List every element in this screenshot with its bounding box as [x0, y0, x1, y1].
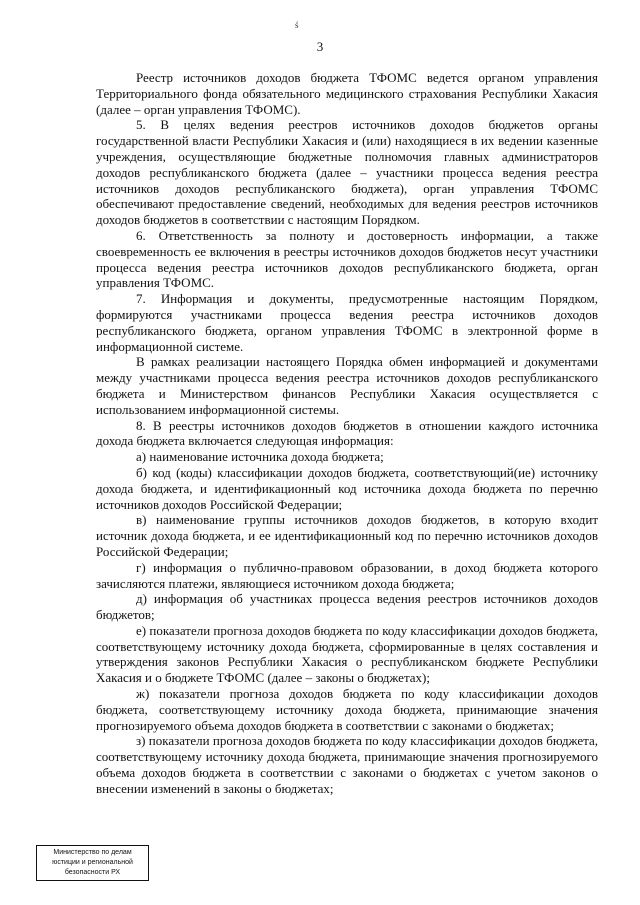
stamp-line: безопасности РХ: [64, 869, 121, 876]
page-number: 3: [316, 39, 324, 54]
list-item: б) код (коды) классификации доходов бюджета, соответствующий(ие) источнику дохода бюджета, и идентификационный код источника дохода бюджета по перечню источников доходов Российской Федерации;: [96, 464, 598, 512]
list-item: г) информация о публично-правовом образовании, в доход бюджета которого зачисляются платежи, являющиеся источником дохода бюджета;: [96, 559, 598, 591]
paragraph: 7. Информация и документы, предусмотренные настоящим Порядком, формируются участниками процесса ведения реестра источников доходов республиканского бюджета, органом управления ТФОМС в электронной форме в информационной системе.: [96, 291, 598, 354]
paragraph: Реестр источников доходов бюджета ТФОМС ведется органом управления Территориального фонда обязательного медицинского страхования Республики Хакасия (далее – орган управления ТФОМС).: [96, 70, 598, 117]
paragraph: 8. В реестры источников доходов бюджетов в отношении каждого источника дохода бюджета включается следующая информация:: [96, 417, 598, 449]
paragraph: В рамках реализации настоящего Порядка обмен информацией и документами между участниками процесса ведения реестра источников доходов республиканского бюджета и Министерством финансов Республики Хакасия осуществляется с использованием информационной системы.: [96, 354, 598, 417]
scan-mark: ś: [295, 20, 299, 30]
list-item: з) показатели прогноза доходов бюджета по коду классификации доходов бюджета, соответствующему источнику дохода бюджета, принимающие значения прогнозируемого объема доходов бюджета в соответствии с законами о бюджетах с учетом законов о внесении изменений в законы о бюджетах;: [96, 733, 598, 796]
document-body: [96, 70, 598, 797]
paragraph: 5. В целях ведения реестров источников доходов бюджетов органы государственной власти Республики Хакасия и (или) находящиеся в их ведении казенные учреждения, осуществляющие бюджетные полномочия главных администраторов доходов республиканского бюджета (далее – участники процесса ведения реестра источников доходов республиканского бюджета), орган управления ТФОМС обеспечивают предоставление сведений, необходимых для ведения реестров источников доходов бюджетов в соответствии с настоящим Порядком.: [96, 117, 598, 228]
registration-stamp: [36, 845, 149, 881]
list-item: д) информация об участниках процесса ведения реестров источников доходов бюджетов;: [96, 591, 598, 623]
list-item: в) наименование группы источников доходов бюджетов, в которую входит источник дохода бюджета, и ее идентификационный код по перечню источников доходов Российской Федерации;: [96, 512, 598, 559]
paragraph: 6. Ответственность за полноту и достоверность информации, а также своевременность ее включения в реестры источников доходов бюджетов несут участники процесса ведения реестра источников доходов республиканского бюджета, орган управления ТФОМС.: [96, 227, 598, 291]
list-item: е) показатели прогноза доходов бюджета по коду классификации доходов бюджета, соответствующему источнику дохода бюджета, сформированные в целях составления и утверждения законов Республики Хакасия о республиканском бюджете Республики Хакасия и о бюджете ТФОМС (далее – законы о бюджетах);: [96, 622, 598, 686]
stamp-line: юстиции и региональной: [52, 859, 133, 866]
stamp-line: Министерство по делам: [53, 849, 132, 856]
list-item: ж) показатели прогноза доходов бюджета по коду классификации доходов бюджета, соответствующему источнику дохода бюджета, принимающие значения прогнозируемого объема доходов бюджета в соответствии с законами о бюджетах;: [96, 686, 598, 733]
list-item: а) наименование источника дохода бюджета;: [136, 449, 384, 465]
